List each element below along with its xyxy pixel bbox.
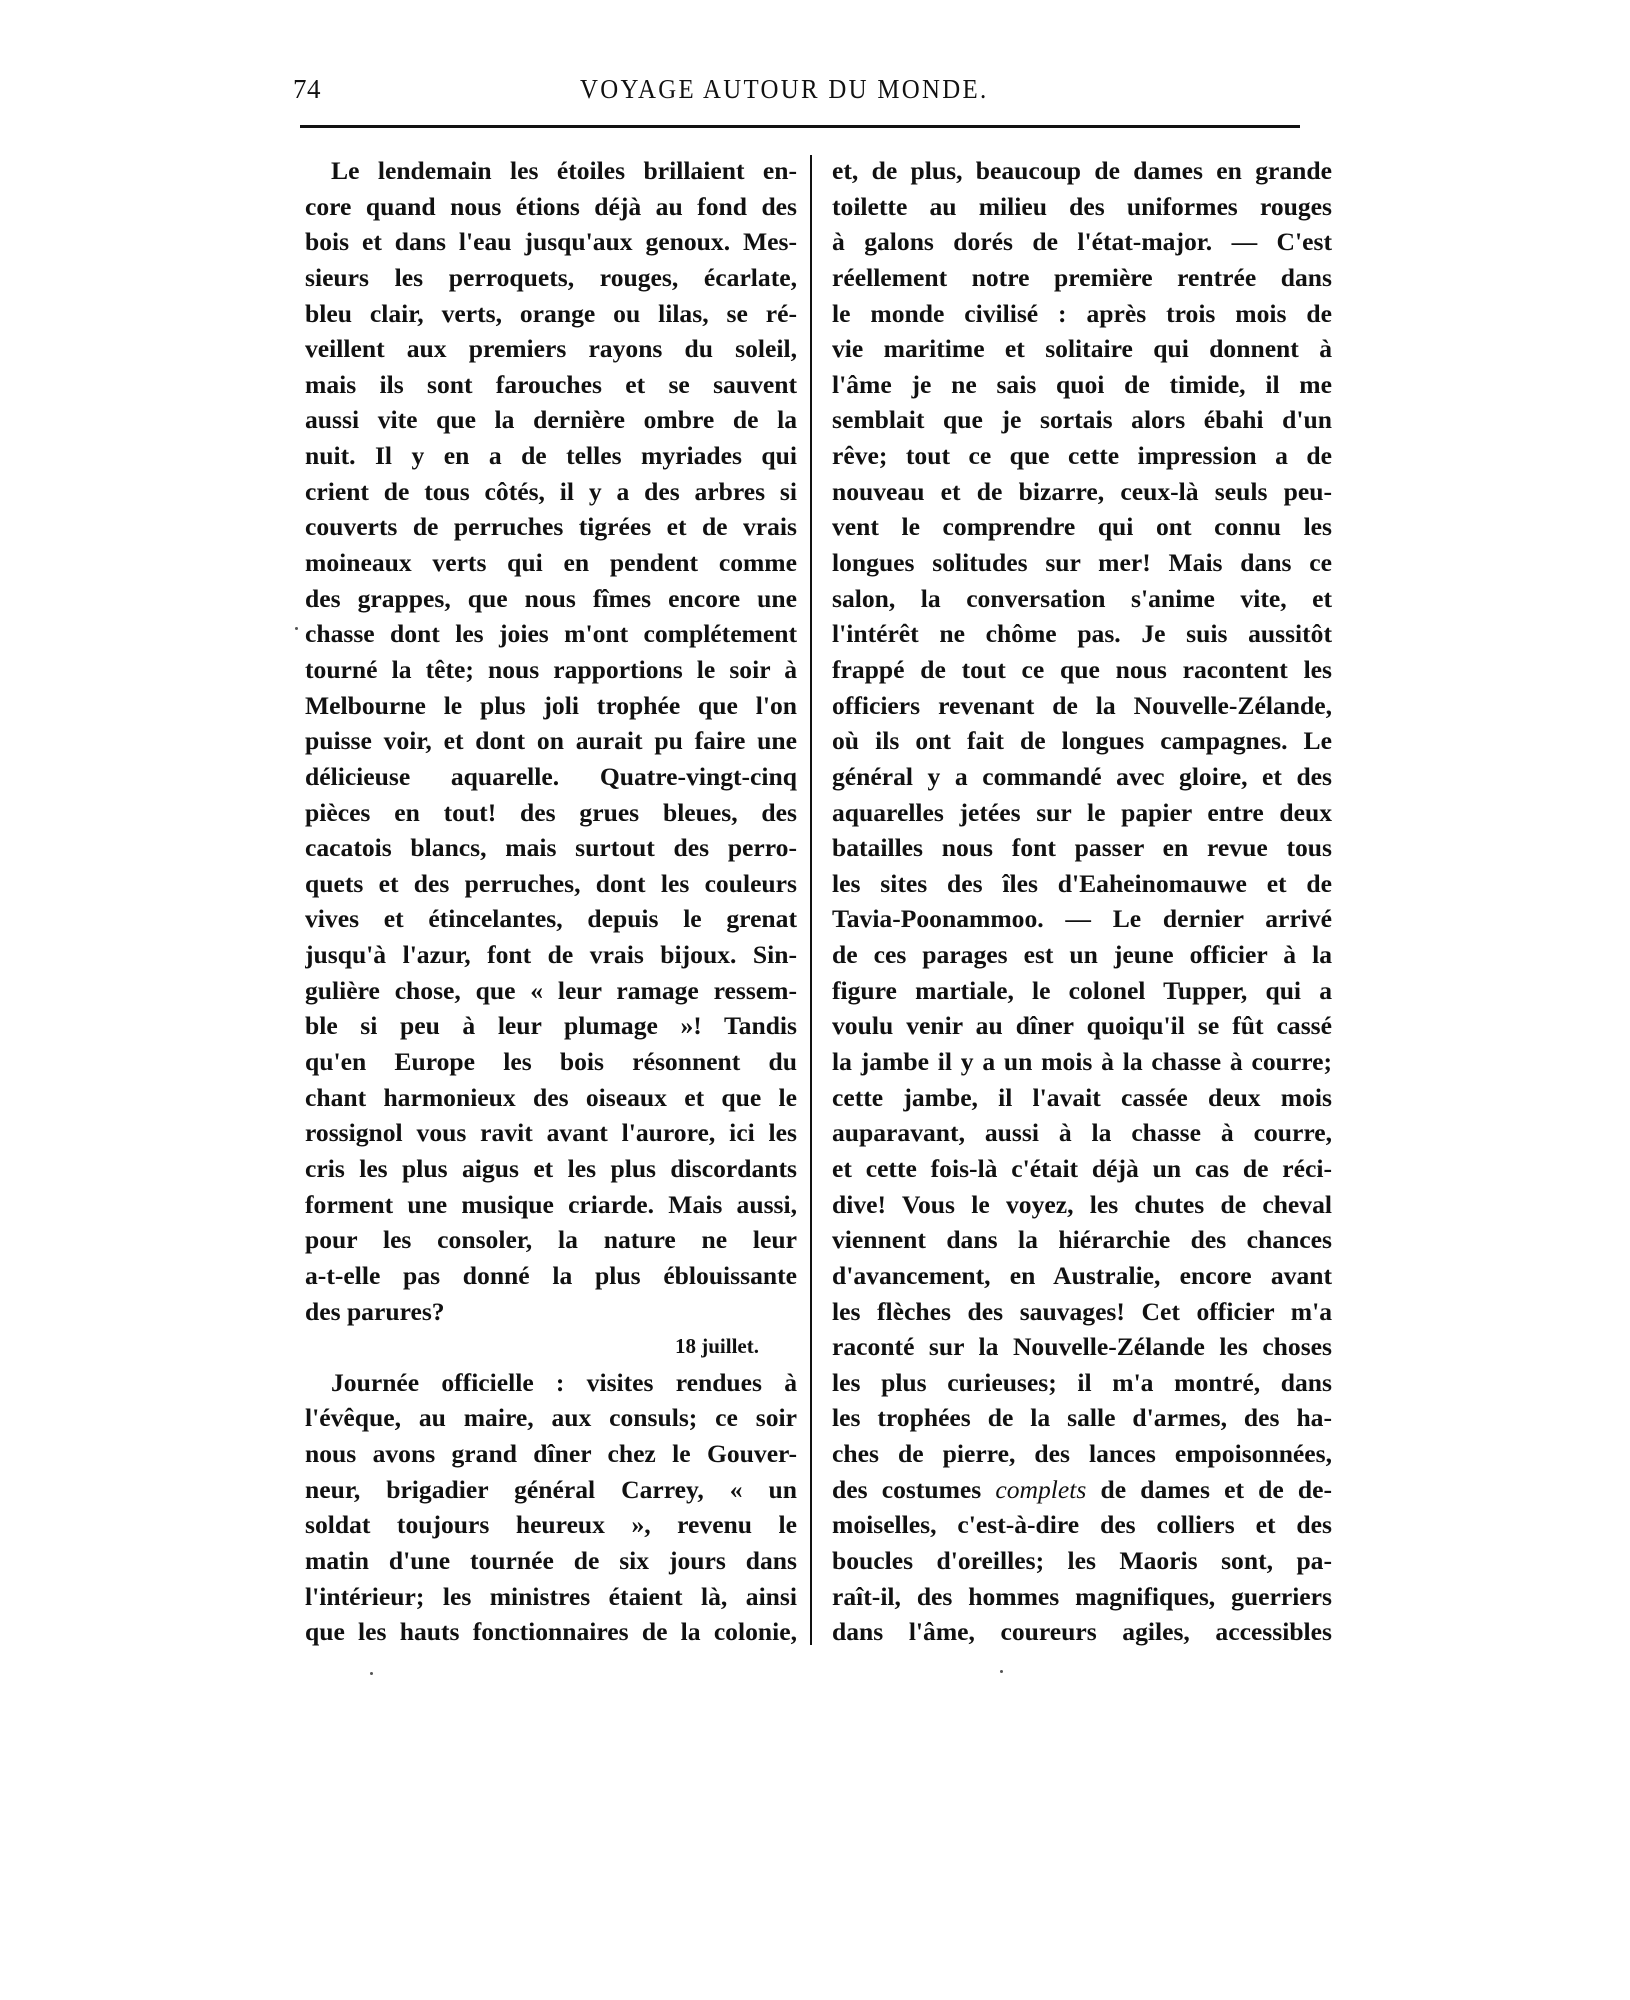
text-line: à galons dorés de l'état-major. — C'est	[832, 227, 1332, 257]
text-line: frappé de tout ce que nous racontent les	[832, 654, 1332, 684]
text-line: couverts de perruches tigrées et de vrais	[305, 512, 797, 542]
text-line: réellement notre première rentrée dans	[832, 262, 1332, 292]
text-line: veillent aux premiers rayons du soleil,	[305, 334, 797, 364]
text-line: matin d'une tournée de six jours dans	[305, 1545, 797, 1575]
text-line: forment une musique criarde. Mais aussi,	[305, 1189, 797, 1219]
text-line: voulu venir au dîner quoiqu'il se fût cassé	[832, 1011, 1332, 1041]
text-segment: des costumes	[832, 1474, 996, 1504]
text-line: cette jambe, il l'avait cassée deux mois	[832, 1082, 1332, 1112]
text-line: pièces en tout! des grues bleues, des	[305, 797, 797, 827]
text-line: vent le comprendre qui ont connu les	[832, 512, 1332, 542]
text-line: l'intérêt ne chôme pas. Je suis aussitôt	[832, 619, 1332, 649]
text-line: Melbourne le plus joli trophée que l'on	[305, 690, 797, 720]
text-line: rossignol vous ravit avant l'aurore, ici les	[305, 1118, 797, 1148]
text-line: puisse voir, et dont on aurait pu faire une	[305, 726, 797, 756]
text-line: délicieuse aquarelle. Quatre-vingt-cinq	[305, 761, 797, 791]
text-line: l'âme je ne sais quoi de timide, il me	[832, 369, 1332, 399]
text-line: Le lendemain les étoiles brillaient en-	[331, 156, 797, 185]
text-line: nouveau et de bizarre, ceux-là seuls peu-	[832, 476, 1332, 506]
text-line: des grappes, que nous fîmes encore une	[305, 583, 797, 613]
text-line: la jambe il y a un mois à la chasse à courre;	[832, 1047, 1332, 1077]
text-line: chasse dont les joies m'ont complétement	[305, 619, 797, 649]
text-line: boucles d'oreilles; les Maoris sont, pa-	[832, 1545, 1332, 1575]
print-speck	[370, 1672, 373, 1675]
text-line: auparavant, aussi à la chasse à courre,	[832, 1118, 1332, 1148]
text-line: toilette au milieu des uniformes rouges	[832, 191, 1332, 221]
text-segment: de dames et de de-	[1086, 1474, 1332, 1504]
text-line: des parures?	[305, 1296, 445, 1326]
text-line: moiselles, c'est-à-dire des colliers et des	[832, 1510, 1332, 1540]
text-line: salon, la conversation s'anime vite, et	[832, 583, 1332, 613]
text-line: aquarelles jetées sur le papier entre deux	[832, 797, 1332, 827]
text-line: a-t-elle pas donné la plus éblouissante	[305, 1260, 797, 1290]
text-line: les trophées de la salle d'armes, des ha-	[832, 1403, 1332, 1433]
text-line: chant harmonieux des oiseaux et que le	[305, 1082, 797, 1112]
text-line: tourné la tête; nous rapportions le soir à	[305, 654, 797, 684]
text-line: et cette fois-là c'était déjà un cas de réci-	[832, 1153, 1332, 1183]
text-line: bleu clair, verts, orange ou lilas, se ré-	[305, 298, 797, 328]
text-line: cris les plus aigus et les plus discordants	[305, 1153, 797, 1183]
text-line: batailles nous font passer en revue tous	[832, 833, 1332, 863]
text-line: officiers revenant de la Nouvelle-Zélande,	[832, 690, 1332, 720]
text-line: rêve; tout ce que cette impression a de	[832, 441, 1332, 471]
text-line: le monde civilisé : après trois mois de	[832, 298, 1332, 328]
text-line: l'intérieur; les ministres étaient là, ainsi	[305, 1581, 797, 1611]
dateline: 18 juillet.	[675, 1334, 759, 1359]
text-line: cacatois blancs, mais surtout des perro-	[305, 833, 797, 863]
text-line: neur, brigadier général Carrey, « un	[305, 1474, 797, 1504]
text-line: dive! Vous le voyez, les chutes de cheval	[832, 1189, 1332, 1219]
text-line: nous avons grand dîner chez le Gouver-	[305, 1439, 797, 1469]
text-line: et, de plus, beaucoup de dames en grande	[832, 156, 1332, 185]
text-line: raît-il, des hommes magnifiques, guerriers	[832, 1581, 1332, 1611]
text-line: l'évêque, au maire, aux consuls; ce soir	[305, 1403, 797, 1433]
text-line: soldat toujours heureux », revenu le	[305, 1510, 797, 1540]
left-column	[305, 153, 797, 1650]
running-title: VOYAGE AUTOUR DU MONDE.	[580, 74, 989, 104]
text-line: viennent dans la hiérarchie des chances	[832, 1225, 1332, 1255]
text-line: d'avancement, en Australie, encore avant	[832, 1260, 1332, 1290]
text-line: les flèches des sauvages! Cet officier m'a	[832, 1296, 1332, 1326]
column-divider	[810, 155, 812, 1645]
text-line: nuit. Il y en a de telles myriades qui	[305, 441, 797, 471]
text-line: mais ils sont farouches et se sauvent	[305, 369, 797, 399]
text-line: raconté sur la Nouvelle-Zélande les choses	[832, 1332, 1332, 1362]
text-line: gulière chose, que « leur ramage ressem-	[305, 975, 797, 1005]
text-line: les sites des îles d'Eaheinomauwe et de	[832, 868, 1332, 898]
text-line: pour les consoler, la nature ne leur	[305, 1225, 797, 1255]
text-line: sieurs les perroquets, rouges, écarlate,	[305, 262, 797, 292]
text-line: jusqu'à l'azur, font de vrais bijoux. Sin-	[305, 940, 797, 970]
print-speck	[1000, 1670, 1003, 1673]
text-line: ble si peu à leur plumage »! Tandis	[305, 1011, 797, 1041]
right-column	[832, 153, 1332, 1650]
text-line: de ces parages est un jeune officier à la	[832, 940, 1332, 970]
text-line: ches de pierre, des lances empoisonnées,	[832, 1439, 1332, 1469]
text-line: quets et des perruches, dont les couleurs	[305, 868, 797, 898]
text-line: Journée officielle : visites rendues à	[331, 1367, 797, 1397]
text-line: moineaux verts qui en pendent comme	[305, 548, 797, 578]
italic-word: complets	[995, 1474, 1087, 1504]
text-line	[832, 1472, 1332, 1508]
text-line: aussi vite que la dernière ombre de la	[305, 405, 797, 435]
text-line: que les hauts fonctionnaires de la colonie,	[305, 1617, 797, 1647]
text-line: figure martiale, le colonel Tupper, qui a	[832, 975, 1332, 1005]
header-rule	[300, 125, 1300, 128]
text-line: Tavia-Poonammoo. — Le dernier arrivé	[832, 904, 1332, 934]
text-line: crient de tous côtés, il y a des arbres si	[305, 476, 797, 506]
text-line: où ils ont fait de longues campagnes. Le	[832, 726, 1332, 756]
text-line: core quand nous étions déjà au fond des	[305, 191, 797, 221]
text-line: dans l'âme, coureurs agiles, accessibles	[832, 1617, 1332, 1647]
text-line: général y a commandé avec gloire, et des	[832, 761, 1332, 791]
page-number: 74	[293, 74, 321, 104]
text-line: vie maritime et solitaire qui donnent à	[832, 334, 1332, 364]
text-line: bois et dans l'eau jusqu'aux genoux. Mes-	[305, 227, 797, 257]
text-line: qu'en Europe les bois résonnent du	[305, 1047, 797, 1077]
text-line: longues solitudes sur mer! Mais dans ce	[832, 548, 1332, 578]
text-line: les plus curieuses; il m'a montré, dans	[832, 1367, 1332, 1397]
text-line: vives et étincelantes, depuis le grenat	[305, 904, 797, 934]
text-line: semblait que je sortais alors ébahi d'un	[832, 405, 1332, 435]
print-speck	[295, 627, 298, 630]
